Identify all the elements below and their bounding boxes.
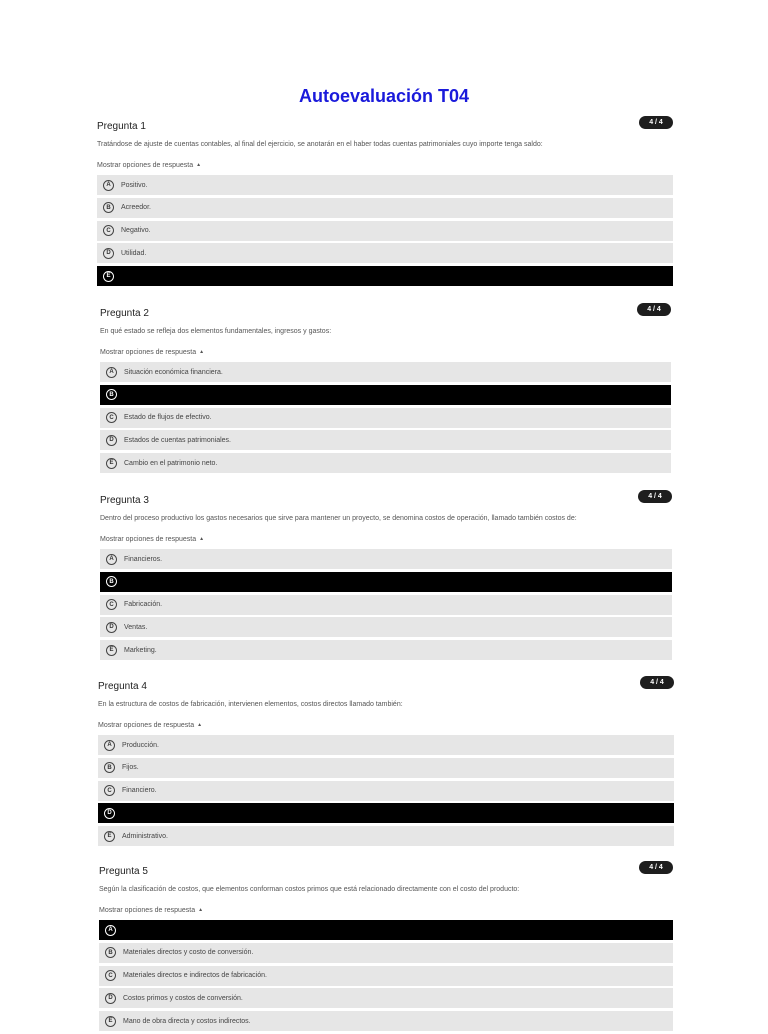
option-d[interactable]	[99, 988, 673, 1008]
option-text: Financiero.	[122, 787, 157, 795]
option-text: Situación económica financiera.	[124, 368, 223, 376]
options-list	[99, 920, 673, 1031]
option-letter-badge: E	[105, 1016, 116, 1027]
chevron-up-icon: ▲	[199, 349, 205, 355]
option-letter-badge: D	[104, 808, 115, 819]
option-a[interactable]	[100, 362, 671, 382]
question-header	[98, 676, 674, 694]
option-text: Costos primos y costos de conversión.	[123, 994, 243, 1002]
option-c[interactable]	[98, 781, 674, 801]
show-options-toggle[interactable]	[98, 722, 674, 734]
question-text: En qué estado se refleja dos elementos fundamentales, ingresos y gastos:	[100, 328, 332, 335]
option-d-selected[interactable]	[98, 803, 674, 823]
option-letter-badge: A	[105, 925, 116, 936]
option-text: Producción.	[122, 741, 159, 749]
option-text: Acreedor.	[121, 204, 151, 212]
option-letter-badge: C	[103, 225, 114, 236]
options-list	[100, 549, 672, 660]
option-c[interactable]	[97, 221, 673, 241]
show-options-toggle[interactable]	[100, 536, 672, 548]
question-2	[100, 303, 671, 476]
score-badge: 4 / 4	[640, 676, 674, 689]
question-3	[100, 490, 672, 663]
toggle-label: Mostrar opciones de respuesta	[99, 907, 196, 914]
question-text: Dentro del proceso productivo los gastos necesarios que sirve para mantener un proyecto, se denomina costos de operación, llamado también costos de:	[100, 515, 577, 522]
question-title: Pregunta 2	[100, 308, 149, 319]
option-c[interactable]	[100, 408, 671, 428]
question-text: Tratándose de ajuste de cuentas contables, al final del ejercicio, se anotarán en el haber todas cuentas patrimoniales cuyo importe tenga saldo:	[97, 141, 543, 148]
option-letter-badge: A	[106, 367, 117, 378]
score-badge: 4 / 4	[637, 303, 671, 316]
option-d[interactable]	[100, 430, 671, 450]
toggle-label: Mostrar opciones de respuesta	[100, 349, 197, 356]
option-text: Fijos.	[122, 764, 139, 772]
question-title: Pregunta 5	[99, 866, 148, 877]
chevron-up-icon: ▲	[199, 536, 205, 542]
option-b[interactable]	[99, 943, 673, 963]
option-letter-badge: C	[106, 599, 117, 610]
option-text: Fabricación.	[124, 601, 163, 609]
option-letter-badge: A	[104, 740, 115, 751]
option-a[interactable]	[100, 549, 672, 569]
chevron-up-icon: ▲	[198, 907, 204, 913]
option-a[interactable]	[97, 175, 673, 195]
question-text: En la estructura de costos de fabricación, intervienen elementos, costos directos llamado también:	[98, 701, 403, 708]
toggle-label: Mostrar opciones de respuesta	[100, 536, 197, 543]
option-text: Positivo.	[121, 181, 148, 189]
score-badge: 4 / 4	[638, 490, 672, 503]
options-list	[97, 175, 673, 286]
option-b-selected[interactable]	[100, 572, 672, 592]
option-e[interactable]	[100, 640, 672, 660]
chevron-up-icon: ▲	[197, 722, 203, 728]
option-text: Utilidad.	[121, 249, 147, 257]
option-text: Ventas.	[124, 623, 148, 631]
option-letter-badge: E	[103, 271, 114, 282]
option-letter-badge: B	[103, 202, 114, 213]
score-badge: 4 / 4	[639, 116, 673, 129]
option-letter-badge: C	[104, 785, 115, 796]
option-b[interactable]	[98, 758, 674, 778]
option-text: Cambio en el patrimonio neto.	[124, 459, 218, 467]
option-b-selected[interactable]	[100, 385, 671, 405]
question-header	[100, 490, 672, 508]
question-title: Pregunta 1	[97, 121, 146, 132]
option-e[interactable]	[99, 1011, 673, 1031]
option-letter-badge: D	[103, 248, 114, 259]
question-5	[99, 861, 673, 1034]
option-a-selected[interactable]	[99, 920, 673, 940]
option-text: Materiales directos y costo de conversión.	[123, 949, 254, 957]
option-e-selected[interactable]	[97, 266, 673, 286]
options-list	[100, 362, 671, 473]
option-letter-badge: E	[106, 645, 117, 656]
option-letter-badge: A	[103, 180, 114, 191]
option-e[interactable]	[100, 453, 671, 473]
option-letter-badge: E	[106, 458, 117, 469]
options-list	[98, 735, 674, 846]
option-c[interactable]	[99, 966, 673, 986]
option-letter-badge: B	[106, 389, 117, 400]
option-letter-badge: B	[105, 947, 116, 958]
option-c[interactable]	[100, 595, 672, 615]
option-text: Marketing.	[124, 646, 157, 654]
question-header	[97, 116, 673, 134]
show-options-toggle[interactable]	[99, 907, 673, 919]
toggle-label: Mostrar opciones de respuesta	[97, 162, 194, 169]
option-letter-badge: B	[106, 576, 117, 587]
question-text: Según la clasificación de costos, que elementos conforman costos primos que está relacionado directamente con el costo del producto:	[99, 886, 520, 893]
question-title: Pregunta 3	[100, 495, 149, 506]
question-4	[98, 676, 674, 849]
toggle-label: Mostrar opciones de respuesta	[98, 722, 195, 729]
option-letter-badge: B	[104, 762, 115, 773]
option-letter-badge: D	[105, 993, 116, 1004]
option-text: Financieros.	[124, 555, 163, 563]
page-title: Autoevaluación T04	[298, 86, 470, 106]
option-text: Materiales directos e indirectos de fabricación.	[123, 972, 267, 980]
option-b[interactable]	[97, 198, 673, 218]
option-text: Mano de obra directa y costos indirectos.	[123, 1017, 251, 1025]
option-text: Negativo.	[121, 227, 151, 235]
option-letter-badge: C	[106, 412, 117, 423]
option-text: Estado de flujos de efectivo.	[124, 414, 212, 422]
score-badge: 4 / 4	[639, 861, 673, 874]
option-letter-badge: E	[104, 831, 115, 842]
show-options-toggle[interactable]	[100, 349, 671, 361]
question-title: Pregunta 4	[98, 681, 147, 692]
option-letter-badge: D	[106, 622, 117, 633]
option-letter-badge: C	[105, 970, 116, 981]
option-d[interactable]	[100, 617, 672, 637]
chevron-up-icon: ▲	[196, 162, 202, 168]
option-d[interactable]	[97, 243, 673, 263]
option-letter-badge: A	[106, 554, 117, 565]
option-a[interactable]	[98, 735, 674, 755]
question-header	[99, 861, 673, 879]
option-text: Estados de cuentas patrimoniales.	[124, 436, 232, 444]
question-header	[100, 303, 671, 321]
question-1	[97, 116, 673, 289]
option-e[interactable]	[98, 826, 674, 846]
option-letter-badge: D	[106, 435, 117, 446]
option-text: Administrativo.	[122, 832, 168, 840]
show-options-toggle[interactable]	[97, 162, 673, 174]
